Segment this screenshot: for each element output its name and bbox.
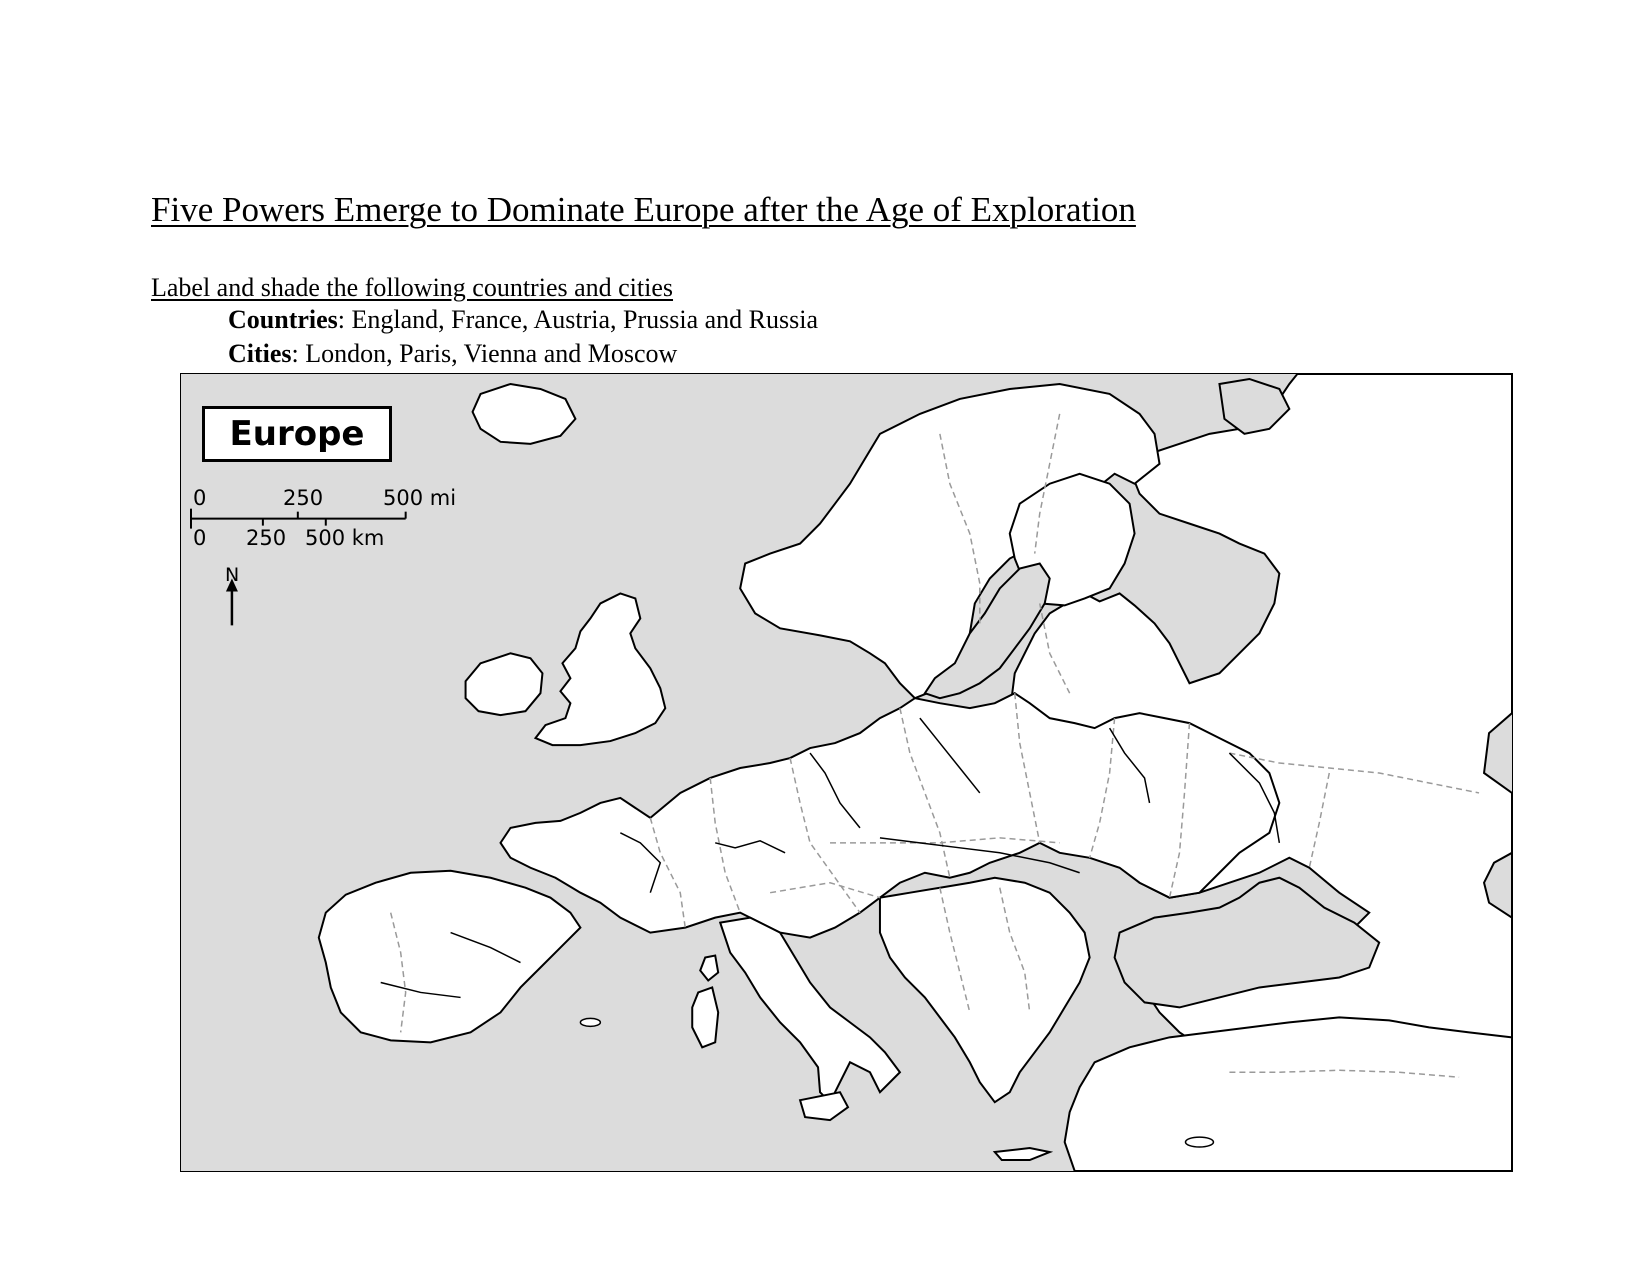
map-title: Europe <box>202 406 392 462</box>
land-cyprus <box>1185 1137 1213 1147</box>
map-svg <box>181 374 1512 1171</box>
page-title: Five Powers Emerge to Dominate Europe after the Age of Exploration <box>151 190 1136 229</box>
scale-km-250: 250 <box>246 526 287 550</box>
scale-miles-500: 500 mi <box>383 486 457 510</box>
countries-list: : England, France, Austria, Prussia and Russia <box>337 305 818 334</box>
scale-km-500: 500 km <box>305 526 385 550</box>
scale-km-0: 0 <box>193 526 207 550</box>
scale-miles-250: 250 <box>283 486 324 510</box>
north-label: N <box>225 564 240 586</box>
land-balearic-islands <box>580 1018 600 1026</box>
cities-list: : London, Paris, Vienna and Moscow <box>291 339 678 368</box>
cities-label: Cities <box>228 339 292 368</box>
cities-line <box>228 339 677 369</box>
scale-miles-0: 0 <box>193 486 207 510</box>
instructions-heading: Label and shade the following countries and cities <box>151 273 674 302</box>
europe-outline-map <box>180 373 1513 1172</box>
countries-line <box>228 305 818 335</box>
countries-label: Countries <box>228 305 338 334</box>
